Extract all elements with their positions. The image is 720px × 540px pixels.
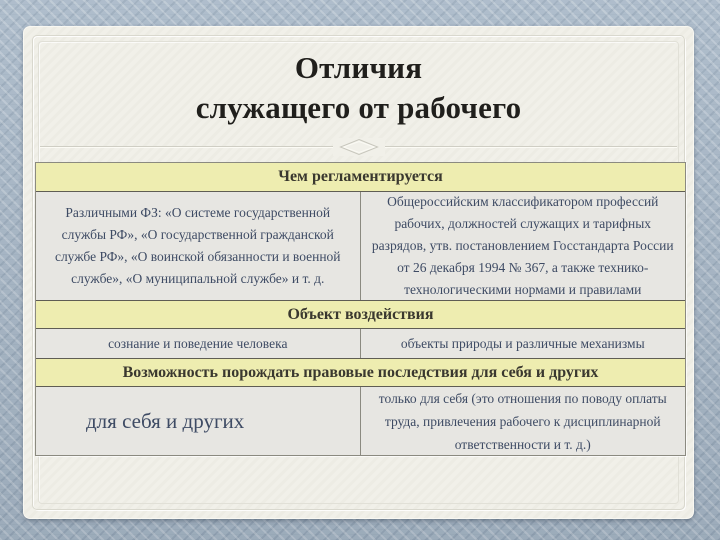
cell-regulation-employee: Различными ФЗ: «О системе государственной службы РФ», «О государственной гражданской службе РФ», «О воинской обязанности и военной службе», «О муниципальной службе» и т. д. <box>36 192 361 300</box>
cell-consequences-worker: только для себя (это отношения по поводу оплаты труда, привлечения рабочего к дисциплинарной ответственности и т. д.) <box>378 390 667 452</box>
section-header-legal-consequences: Возможность порождать правовые последствия для себя и других <box>36 358 685 387</box>
cell-consequences-employee: для себя и других <box>36 387 361 455</box>
table-row-object <box>36 329 685 358</box>
slide-title-line1: Отличия <box>294 50 423 85</box>
table-row-regulation <box>36 192 685 300</box>
cell-object-employee: сознание и поведение человека <box>36 329 361 358</box>
cell-regulation-worker: Общероссийским классификатором профессий рабочих, должностей служащих и тарифных разрядов, утв. постановлением Госстандарта России от 26 декабря 1994 № 367, а также технико-технологическими нормами и правилами <box>371 194 674 297</box>
section-header-object: Объект воздействия <box>36 300 685 329</box>
section-header-regulation: Чем регламентируется <box>36 163 685 192</box>
diamond-ornament-icon <box>333 138 385 156</box>
slide-title-line2: служащего от рабочего <box>195 90 522 125</box>
table-row-legal-consequences <box>36 387 685 455</box>
cell-object-worker: объекты природы и различные механизмы <box>400 335 645 351</box>
comparison-table <box>35 162 686 456</box>
title-divider <box>40 146 677 148</box>
slide-title <box>23 48 694 128</box>
